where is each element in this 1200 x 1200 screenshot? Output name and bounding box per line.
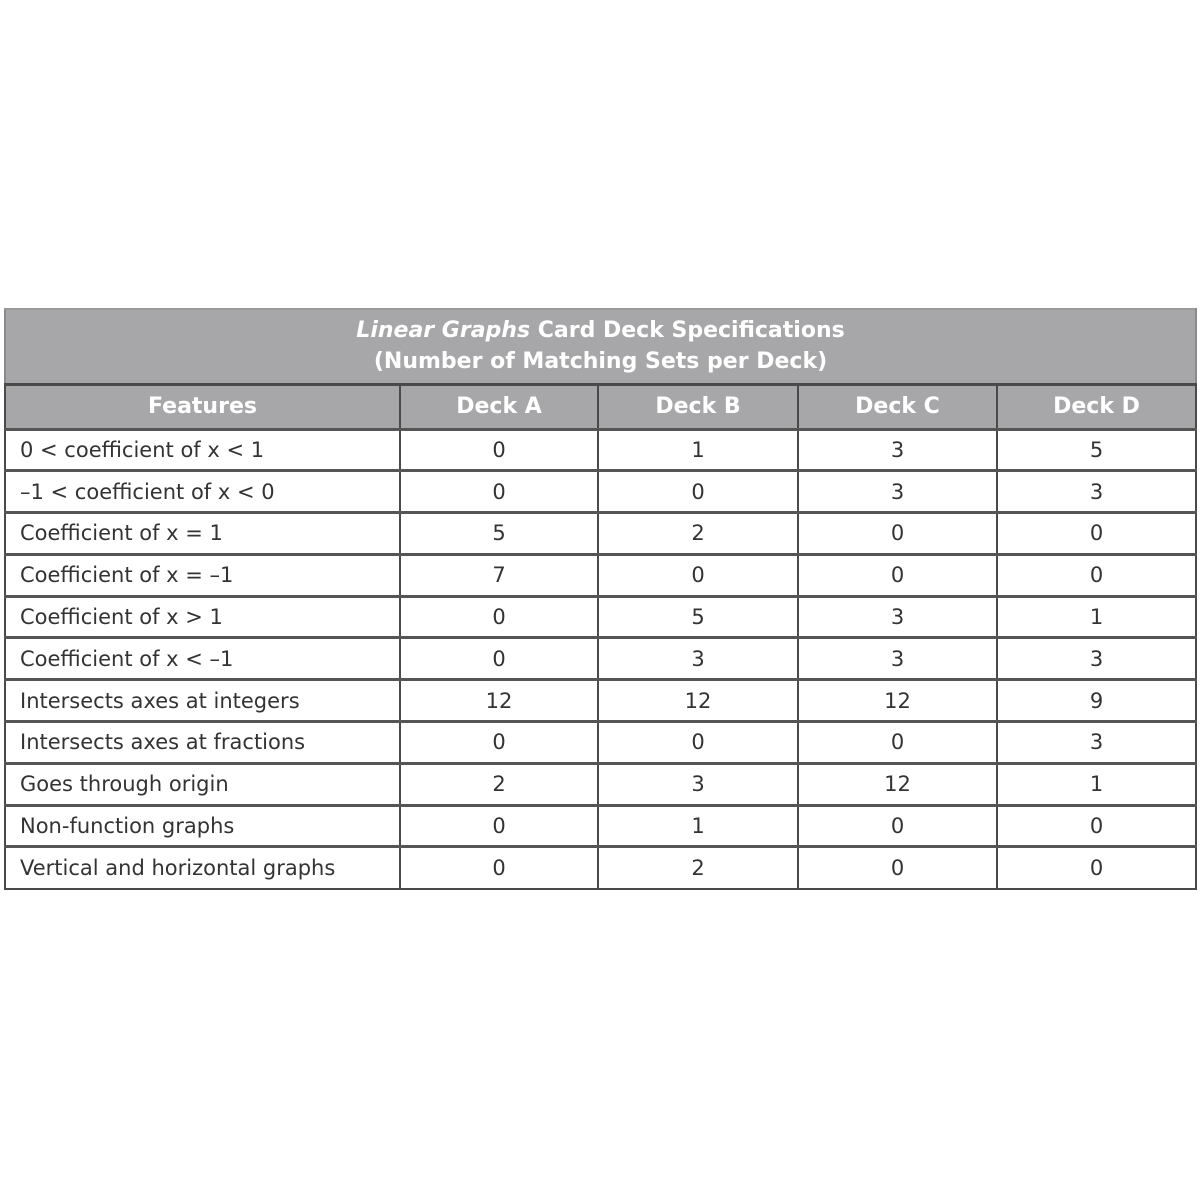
table-row	[5, 638, 1196, 680]
table-row	[5, 680, 1196, 722]
title-row	[5, 309, 1196, 384]
table-row	[5, 805, 1196, 847]
table-title	[5, 309, 1196, 384]
value-cell-deck-c: 3	[798, 429, 997, 471]
deck-specifications-table	[4, 308, 1197, 890]
value-cell-deck-d: 0	[997, 513, 1196, 555]
table-row	[5, 513, 1196, 555]
value-cell-deck-a: 0	[400, 429, 598, 471]
table-title-rest: Card Deck Specifications	[530, 318, 845, 344]
value-cell-deck-b: 3	[598, 763, 798, 805]
value-cell-deck-a: 0	[400, 805, 598, 847]
feature-cell: Intersects axes at fractions	[5, 722, 400, 764]
feature-cell: Coefficient of x > 1	[5, 596, 400, 638]
value-cell-deck-d: 3	[997, 638, 1196, 680]
table-body	[5, 429, 1196, 889]
feature-cell: Coefficient of x = 1	[5, 513, 400, 555]
value-cell-deck-c: 3	[798, 471, 997, 513]
feature-cell: Non-function graphs	[5, 805, 400, 847]
column-header-deck-a: Deck A	[400, 384, 598, 429]
value-cell-deck-c: 12	[798, 763, 997, 805]
feature-cell: Coefficient of x < –1	[5, 638, 400, 680]
table-row	[5, 429, 1196, 471]
value-cell-deck-c: 3	[798, 638, 997, 680]
value-cell-deck-a: 5	[400, 513, 598, 555]
column-header-features: Features	[5, 384, 400, 429]
value-cell-deck-b: 1	[598, 429, 798, 471]
value-cell-deck-d: 1	[997, 596, 1196, 638]
value-cell-deck-d: 3	[997, 471, 1196, 513]
value-cell-deck-c: 0	[798, 513, 997, 555]
value-cell-deck-a: 0	[400, 638, 598, 680]
value-cell-deck-b: 2	[598, 847, 798, 889]
column-header-deck-c: Deck C	[798, 384, 997, 429]
value-cell-deck-c: 0	[798, 722, 997, 764]
feature-cell: 0 < coefficient of x < 1	[5, 429, 400, 471]
value-cell-deck-a: 12	[400, 680, 598, 722]
feature-cell: Coefficient of x = –1	[5, 554, 400, 596]
value-cell-deck-c: 3	[798, 596, 997, 638]
value-cell-deck-b: 5	[598, 596, 798, 638]
value-cell-deck-b: 12	[598, 680, 798, 722]
value-cell-deck-d: 0	[997, 805, 1196, 847]
table-row	[5, 471, 1196, 513]
value-cell-deck-b: 0	[598, 554, 798, 596]
table-title-italic: Linear Graphs	[356, 318, 531, 344]
column-header-deck-b: Deck B	[598, 384, 798, 429]
table-row	[5, 722, 1196, 764]
value-cell-deck-d: 0	[997, 847, 1196, 889]
feature-cell: Intersects axes at integers	[5, 680, 400, 722]
value-cell-deck-c: 0	[798, 805, 997, 847]
value-cell-deck-c: 0	[798, 847, 997, 889]
feature-cell: –1 < coefficient of x < 0	[5, 471, 400, 513]
value-cell-deck-d: 3	[997, 722, 1196, 764]
column-header-deck-d: Deck D	[997, 384, 1196, 429]
value-cell-deck-c: 12	[798, 680, 997, 722]
table-subtitle: (Number of Matching Sets per Deck)	[373, 349, 828, 375]
value-cell-deck-d: 0	[997, 554, 1196, 596]
value-cell-deck-a: 7	[400, 554, 598, 596]
table-row	[5, 596, 1196, 638]
value-cell-deck-b: 1	[598, 805, 798, 847]
value-cell-deck-a: 0	[400, 722, 598, 764]
table-row	[5, 554, 1196, 596]
value-cell-deck-a: 0	[400, 847, 598, 889]
value-cell-deck-c: 0	[798, 554, 997, 596]
value-cell-deck-b: 3	[598, 638, 798, 680]
feature-cell: Goes through origin	[5, 763, 400, 805]
table-row	[5, 763, 1196, 805]
value-cell-deck-d: 5	[997, 429, 1196, 471]
value-cell-deck-b: 0	[598, 471, 798, 513]
value-cell-deck-a: 0	[400, 471, 598, 513]
value-cell-deck-b: 2	[598, 513, 798, 555]
value-cell-deck-a: 0	[400, 596, 598, 638]
table-row	[5, 847, 1196, 889]
value-cell-deck-d: 9	[997, 680, 1196, 722]
deck-specifications-table-container	[4, 308, 1195, 890]
value-cell-deck-a: 2	[400, 763, 598, 805]
value-cell-deck-b: 0	[598, 722, 798, 764]
feature-cell: Vertical and horizontal graphs	[5, 847, 400, 889]
header-row	[5, 384, 1196, 429]
value-cell-deck-d: 1	[997, 763, 1196, 805]
